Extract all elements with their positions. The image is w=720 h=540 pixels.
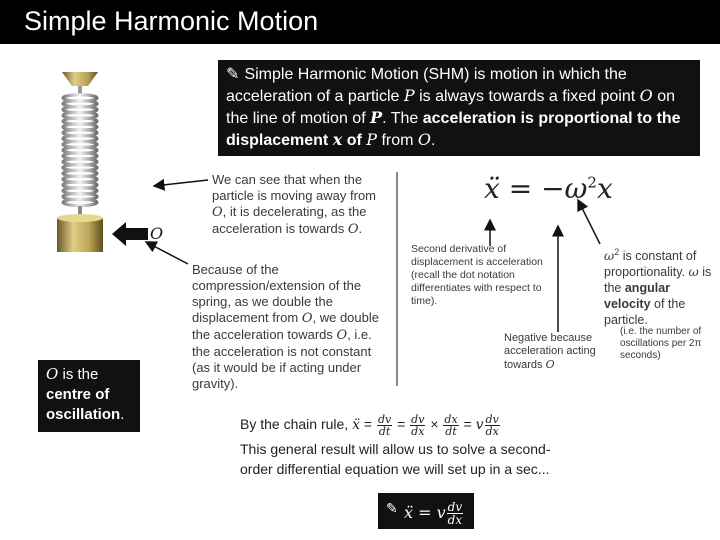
chain-eq: = [397,416,406,433]
eq-x: x [596,172,613,205]
omega-subnote: (i.e. the number of oscillations per 2π seconds) [620,326,702,361]
box-text: . [120,406,125,423]
def-text: on the line of motion of [226,88,676,127]
shm-equation [484,172,613,205]
note-var: O [347,222,359,237]
frac-den: dt [445,425,457,438]
pencil-icon: ✎ [226,66,240,83]
note-var: O [545,358,555,371]
slide-title: Simple Harmonic Motion [24,6,319,36]
note-text: , i.e. the acceleration is not constant (as it would be if acting under gravity). [192,327,372,391]
box-var: O [46,365,59,383]
frac-den: dx [485,425,499,438]
eq-sign: = [508,172,533,205]
def-var: P [366,130,378,149]
note-text: , we double the acceleration towards [192,310,379,342]
note-var: O [301,311,313,326]
eq-minus: − [541,172,565,205]
chain-times: × [430,416,439,433]
eq-omega: ω [564,172,588,205]
o-label: O [150,224,164,243]
chain-rule-line [240,414,580,437]
chain-eq: = [363,416,373,433]
frac-num: dv [377,413,392,426]
chain-var: ẍ [352,417,360,434]
result-box [378,493,474,529]
def-var: P [403,86,415,105]
omega-note [604,244,712,328]
note-var: O [336,328,348,343]
def-text: Simple Harmonic Motion (SHM) is motion in which the acceleration of a particle [226,66,627,105]
note-text: Negative because acceleration acting towards [504,332,596,371]
chain-rule-text [240,414,580,479]
result-eq: = [418,503,432,522]
def-text: . The [382,110,423,127]
note-text: . [358,221,363,236]
note-var: ω [688,264,699,280]
note-var: O [212,205,223,220]
fraction-dv-dx [485,414,500,437]
box-bold: centre of oscillation [46,386,121,423]
def-text: is always towards a fixed point [414,88,640,105]
def-bold: of [342,132,367,149]
def-var: O [639,86,653,105]
chain-rule-explanation: This general result will allow us to solve a second-order differential equation we will set up in a sec... [240,441,551,477]
eq-lhs: ẍ [484,172,500,205]
note-bold: angular velocity [604,281,671,312]
note-text: Because of the compression/extension of the spring, as we double the displacement from [192,262,362,325]
box-text: is the [58,366,99,383]
note-text: We can see that when the particle is moving away from [212,172,376,203]
note-text: of the particle. [604,297,686,328]
frac-den: dt [378,425,391,438]
fraction-dx-dt [443,414,458,437]
note-text: is the [604,265,712,296]
decelerating-note [212,172,392,238]
frac-num: dv [485,413,499,426]
eq-sup: 2 [587,173,597,192]
chain-intro: By the chain rule, [240,416,353,433]
spring-note [192,262,390,392]
result-var: v [436,503,446,522]
def-var: P [370,108,383,127]
frac-num: dx [444,413,458,426]
chain-eq: = [463,416,472,433]
def-bold: acceleration is proportional to the displacement [226,110,681,149]
fraction-dv-dx [410,414,425,437]
def-text: . [431,132,436,149]
frac-den: dx [447,513,463,527]
fraction-dv-dt [377,414,392,437]
result-equation [404,501,464,526]
pencil-icon: ✎ [386,500,398,516]
frac-num: dv [447,500,463,514]
negative-note [504,332,600,372]
def-var: O [417,130,432,149]
note-text: is constant of proportionality. [604,249,697,280]
def-text: from [377,132,418,149]
note-sup: 2 [614,247,620,257]
chain-var: v [475,417,484,434]
second-derivative-note: Second derivative of displacement is acceleration (recall the dot notation differentiates with respect to time). [411,243,543,307]
result-var: ẍ [404,503,414,522]
frac-den: dx [411,425,425,438]
def-var: x [332,130,343,149]
centre-of-oscillation-box [38,360,140,432]
fraction-dv-dx [447,501,463,526]
frac-num: dv [411,413,425,426]
note-var: ω [604,248,615,264]
note-text: , it is decelerating, as the acceleration is towards [212,204,367,236]
